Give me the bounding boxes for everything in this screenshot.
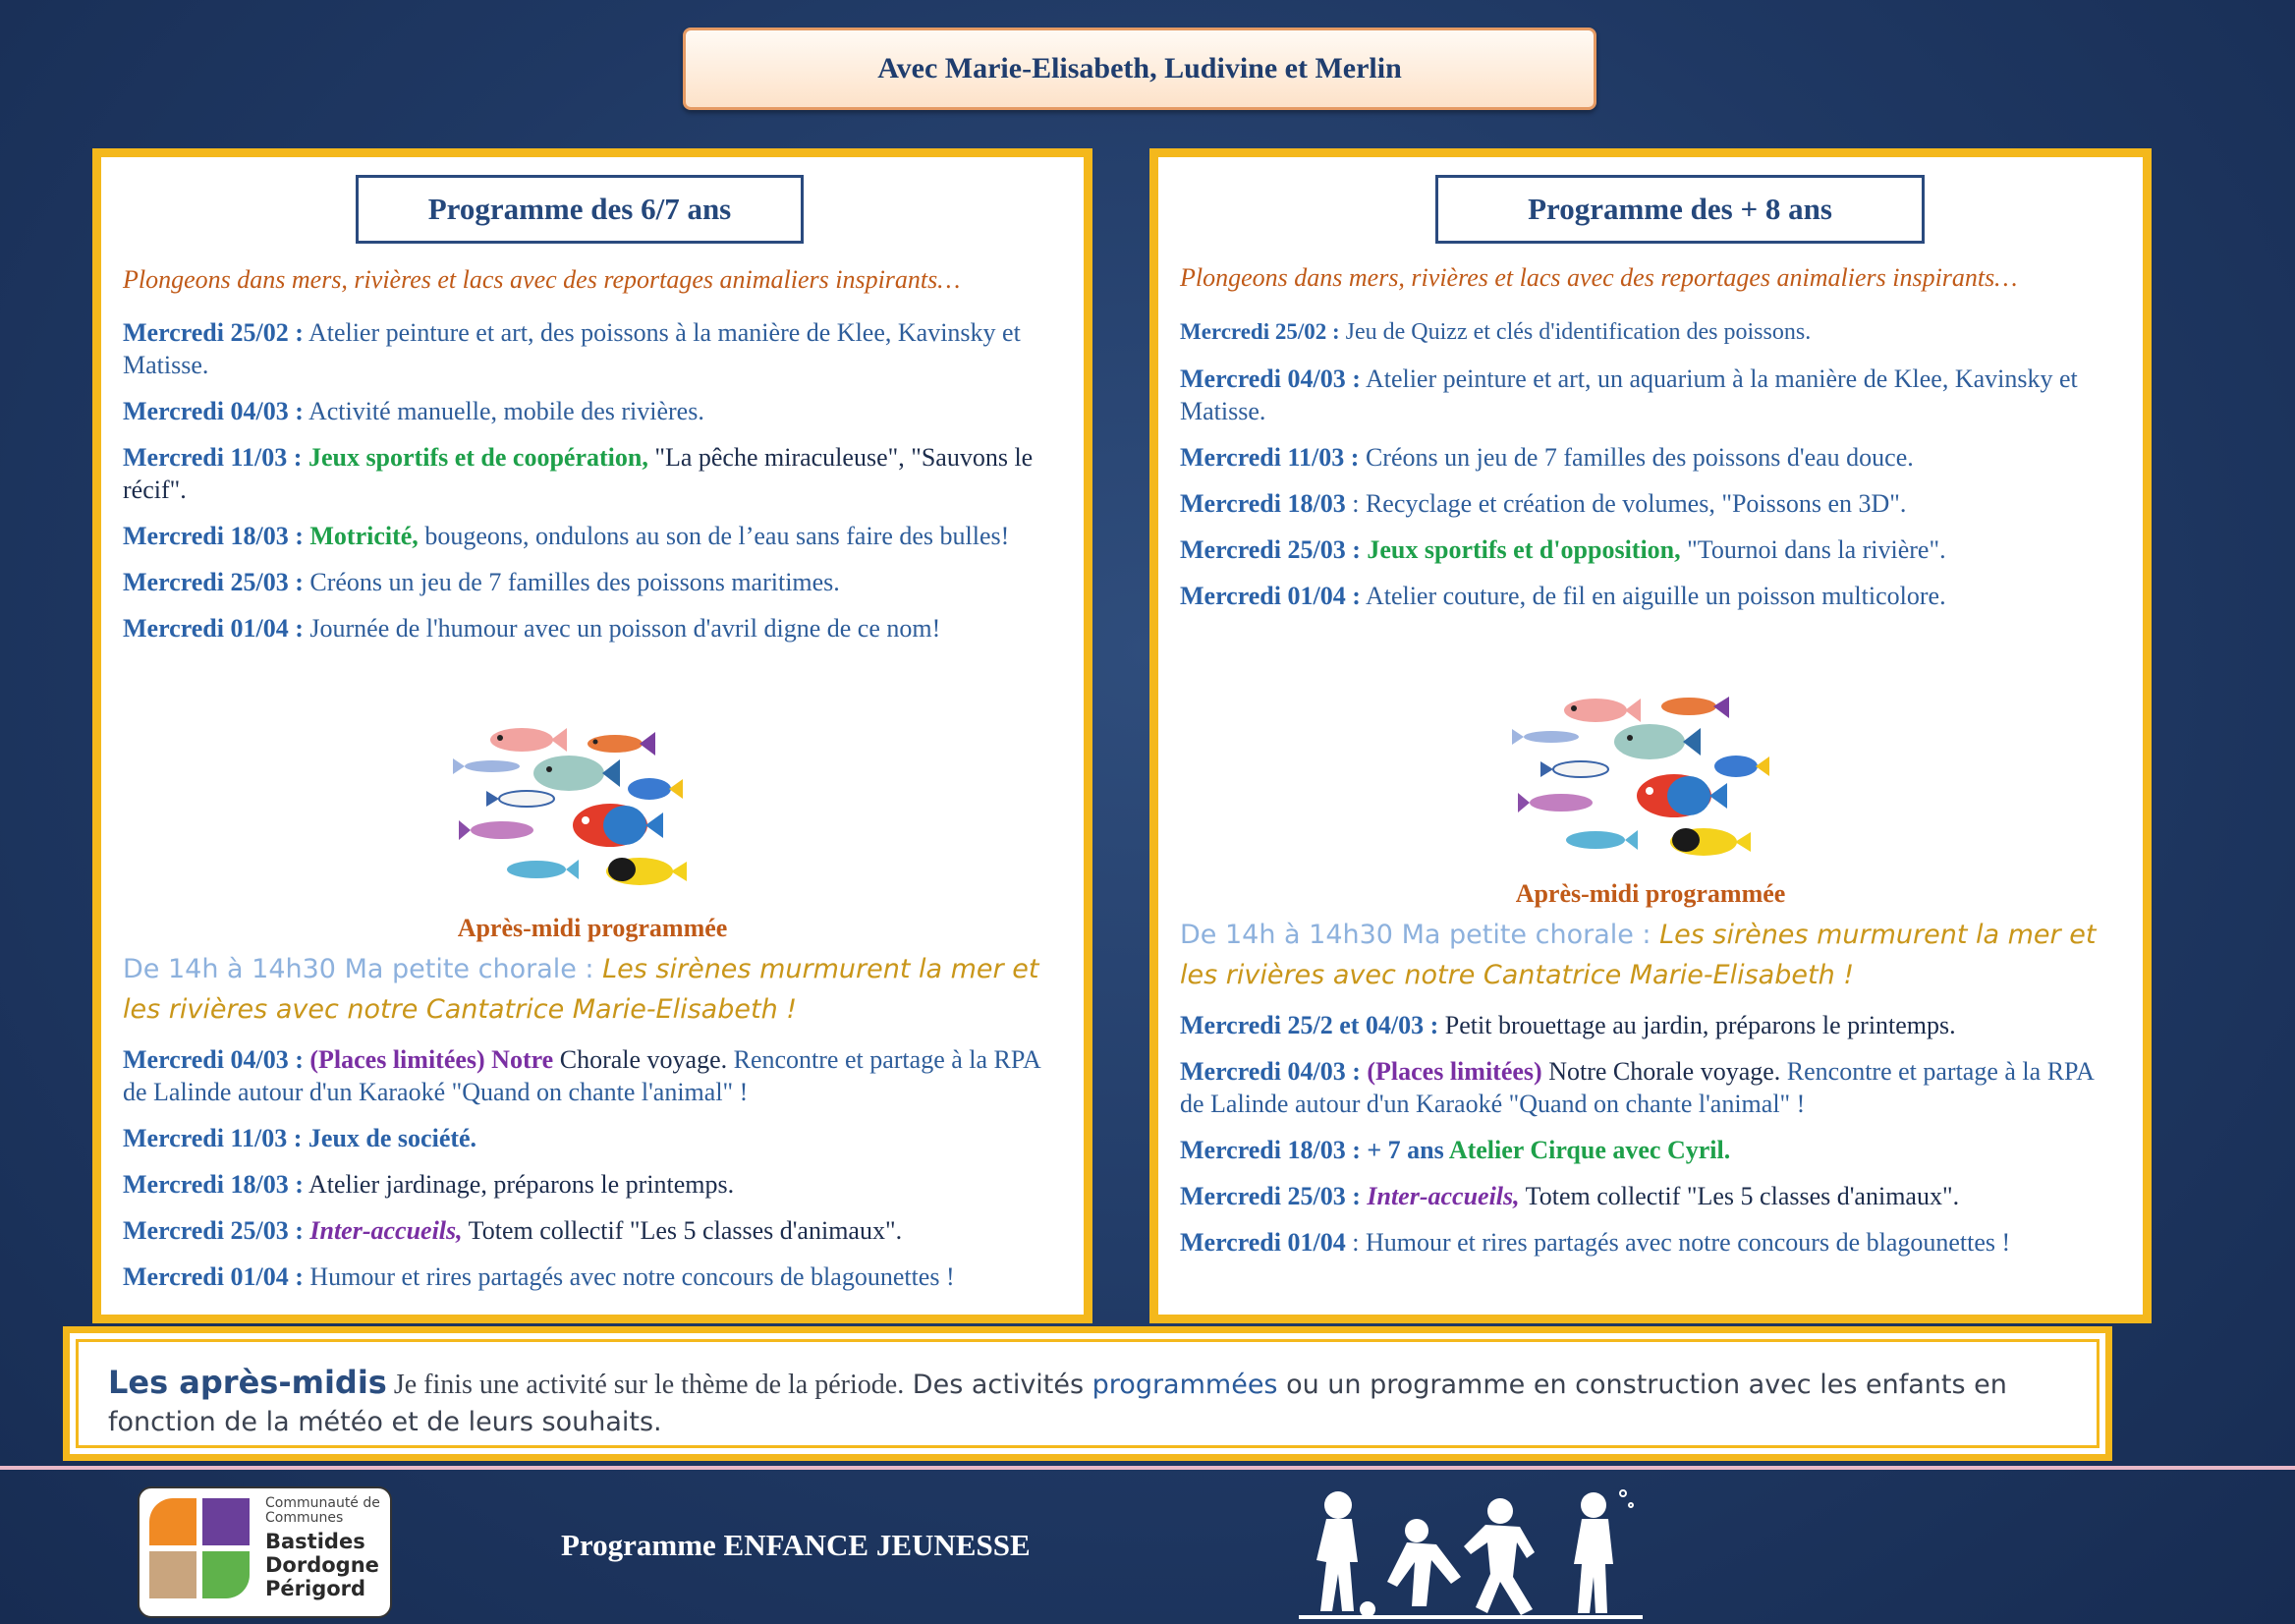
entry: Mercredi 25/02 : Jeu de Quizz et clés d'identification des poissons. [1180, 319, 1812, 345]
panel-8-ans [1151, 150, 2150, 1321]
logo-name: Bastides Dordogne Périgord [265, 1530, 379, 1600]
community-logo [138, 1486, 392, 1618]
entry: Mercredi 11/03 : Jeux sportifs et de coopération, "La pêche miraculeuse", "Sauvons le récif". [123, 443, 1034, 504]
morning-program [1180, 263, 2121, 626]
entry: Mercredi 18/03 : Motricité, bougeons, ondulons au son de l’eau sans faire des bulles! [123, 522, 1010, 550]
panel-title: Programme des + 8 ans [1435, 175, 1925, 244]
logo-green-square [202, 1551, 250, 1598]
entry: Mercredi 04/03 : (Places limitées) Notre Chorale voyage. Rencontre et partage à la RPA de Lalinde autour d'un Karaoké "Quand on chante l'animal" ! [1180, 1057, 2094, 1118]
entry: Mercredi 04/03 : (Places limitées) Notre Chorale voyage. Rencontre et partage à la RPA de Lalinde autour d'un Karaoké "Quand on chante l'animal" ! [123, 1045, 1040, 1106]
logo-purple-square [202, 1498, 250, 1545]
entry: Mercredi 25/03 : Jeux sportifs et d'opposition, "Tournoi dans la rivière". [1180, 535, 1946, 564]
chorale-text: De 14h à 14h30 Ma petite chorale : Les sirènes murmurent la mer et les rivières avec notre Cantatrice Marie-Elisabeth ! [123, 954, 1039, 1025]
panel-title: Programme des 6/7 ans [356, 175, 804, 244]
header-title: Avec Marie-Elisabeth, Ludivine et Merlin [683, 28, 1596, 110]
fish-illustration [1512, 693, 1787, 869]
entry: Mercredi 25/03 : Inter-accueils, Totem collectif "Les 5 classes d'animaux". [1180, 1182, 1960, 1210]
afternoon-program [123, 914, 1062, 1307]
logo-orange-square [149, 1498, 196, 1545]
entry: Mercredi 11/03 : Créons un jeu de 7 familles des poissons d'eau douce. [1180, 443, 1914, 472]
morning-program [123, 265, 1062, 658]
afternoon-heading: Après-midi programmée [457, 914, 728, 942]
entry: Mercredi 01/04 : Journée de l'humour avec un poisson d'avril digne de ce nom! [123, 614, 941, 643]
afternoons-note-text: Les après-midis Je finis une activité sur le thème de la période. Des activités programmées ou un programme en construction avec les enfants en fonction de la météo et de leurs souhaits. [76, 1339, 2099, 1448]
entry: Mercredi 01/04 : Atelier couture, de fil en aiguille un poisson multicolore. [1180, 582, 1946, 610]
children-silhouettes-icon [1299, 1484, 1643, 1619]
footer-title: Programme ENFANCE JEUNESSE [561, 1528, 1031, 1562]
entry: Mercredi 01/04 : Humour et rires partagés avec notre concours de blagounettes ! [1180, 1228, 2011, 1257]
entry: Mercredi 04/03 : Atelier peinture et art, un aquarium à la manière de Klee, Kavinsky et Matisse. [1180, 364, 2078, 425]
chorale-text: De 14h à 14h30 Ma petite chorale : Les sirènes murmurent la mer et les rivières avec notre Cantatrice Marie-Elisabeth ! [1180, 920, 2097, 990]
footer-divider [0, 1466, 2295, 1470]
entry: Mercredi 25/2 et 04/03 : Petit brouettage au jardin, préparons le printemps. [1180, 1011, 1956, 1039]
entry: Mercredi 25/03 : Inter-accueils, Totem collectif "Les 5 classes d'animaux". [123, 1216, 903, 1245]
logo-tan-square [149, 1551, 196, 1598]
entry: Mercredi 18/03 : Recyclage et création de volumes, "Poissons en 3D". [1180, 489, 1907, 518]
fish-illustration [453, 722, 728, 899]
afternoon-heading: Après-midi programmée [1515, 879, 1786, 908]
afternoons-note [63, 1326, 2112, 1461]
entry: Mercredi 04/03 : Activité manuelle, mobile des rivières. [123, 397, 704, 425]
logo-subtitle: Communauté de Communes [265, 1495, 380, 1526]
entry: Mercredi 25/03 : Créons un jeu de 7 familles des poissons maritimes. [123, 568, 840, 596]
entry: Mercredi 18/03 : Atelier jardinage, préparons le printemps. [123, 1170, 735, 1199]
entry: Mercredi 18/03 : + 7 ans Atelier Cirque avec Cyril. [1180, 1136, 1731, 1164]
intro-text: Plongeons dans mers, rivières et lacs avec des reportages animaliers inspirants… [123, 265, 961, 294]
entry: Mercredi 11/03 : Jeux de société. [123, 1124, 477, 1152]
afternoon-program [1180, 879, 2121, 1272]
intro-text: Plongeons dans mers, rivières et lacs avec des reportages animaliers inspirants… [1180, 263, 2018, 292]
panel-6-7-ans [94, 150, 1091, 1321]
entry: Mercredi 25/02 : Atelier peinture et art, des poissons à la manière de Klee, Kavinsky et Matisse. [123, 318, 1021, 379]
entry: Mercredi 01/04 : Humour et rires partagés avec notre concours de blagounettes ! [123, 1262, 955, 1291]
